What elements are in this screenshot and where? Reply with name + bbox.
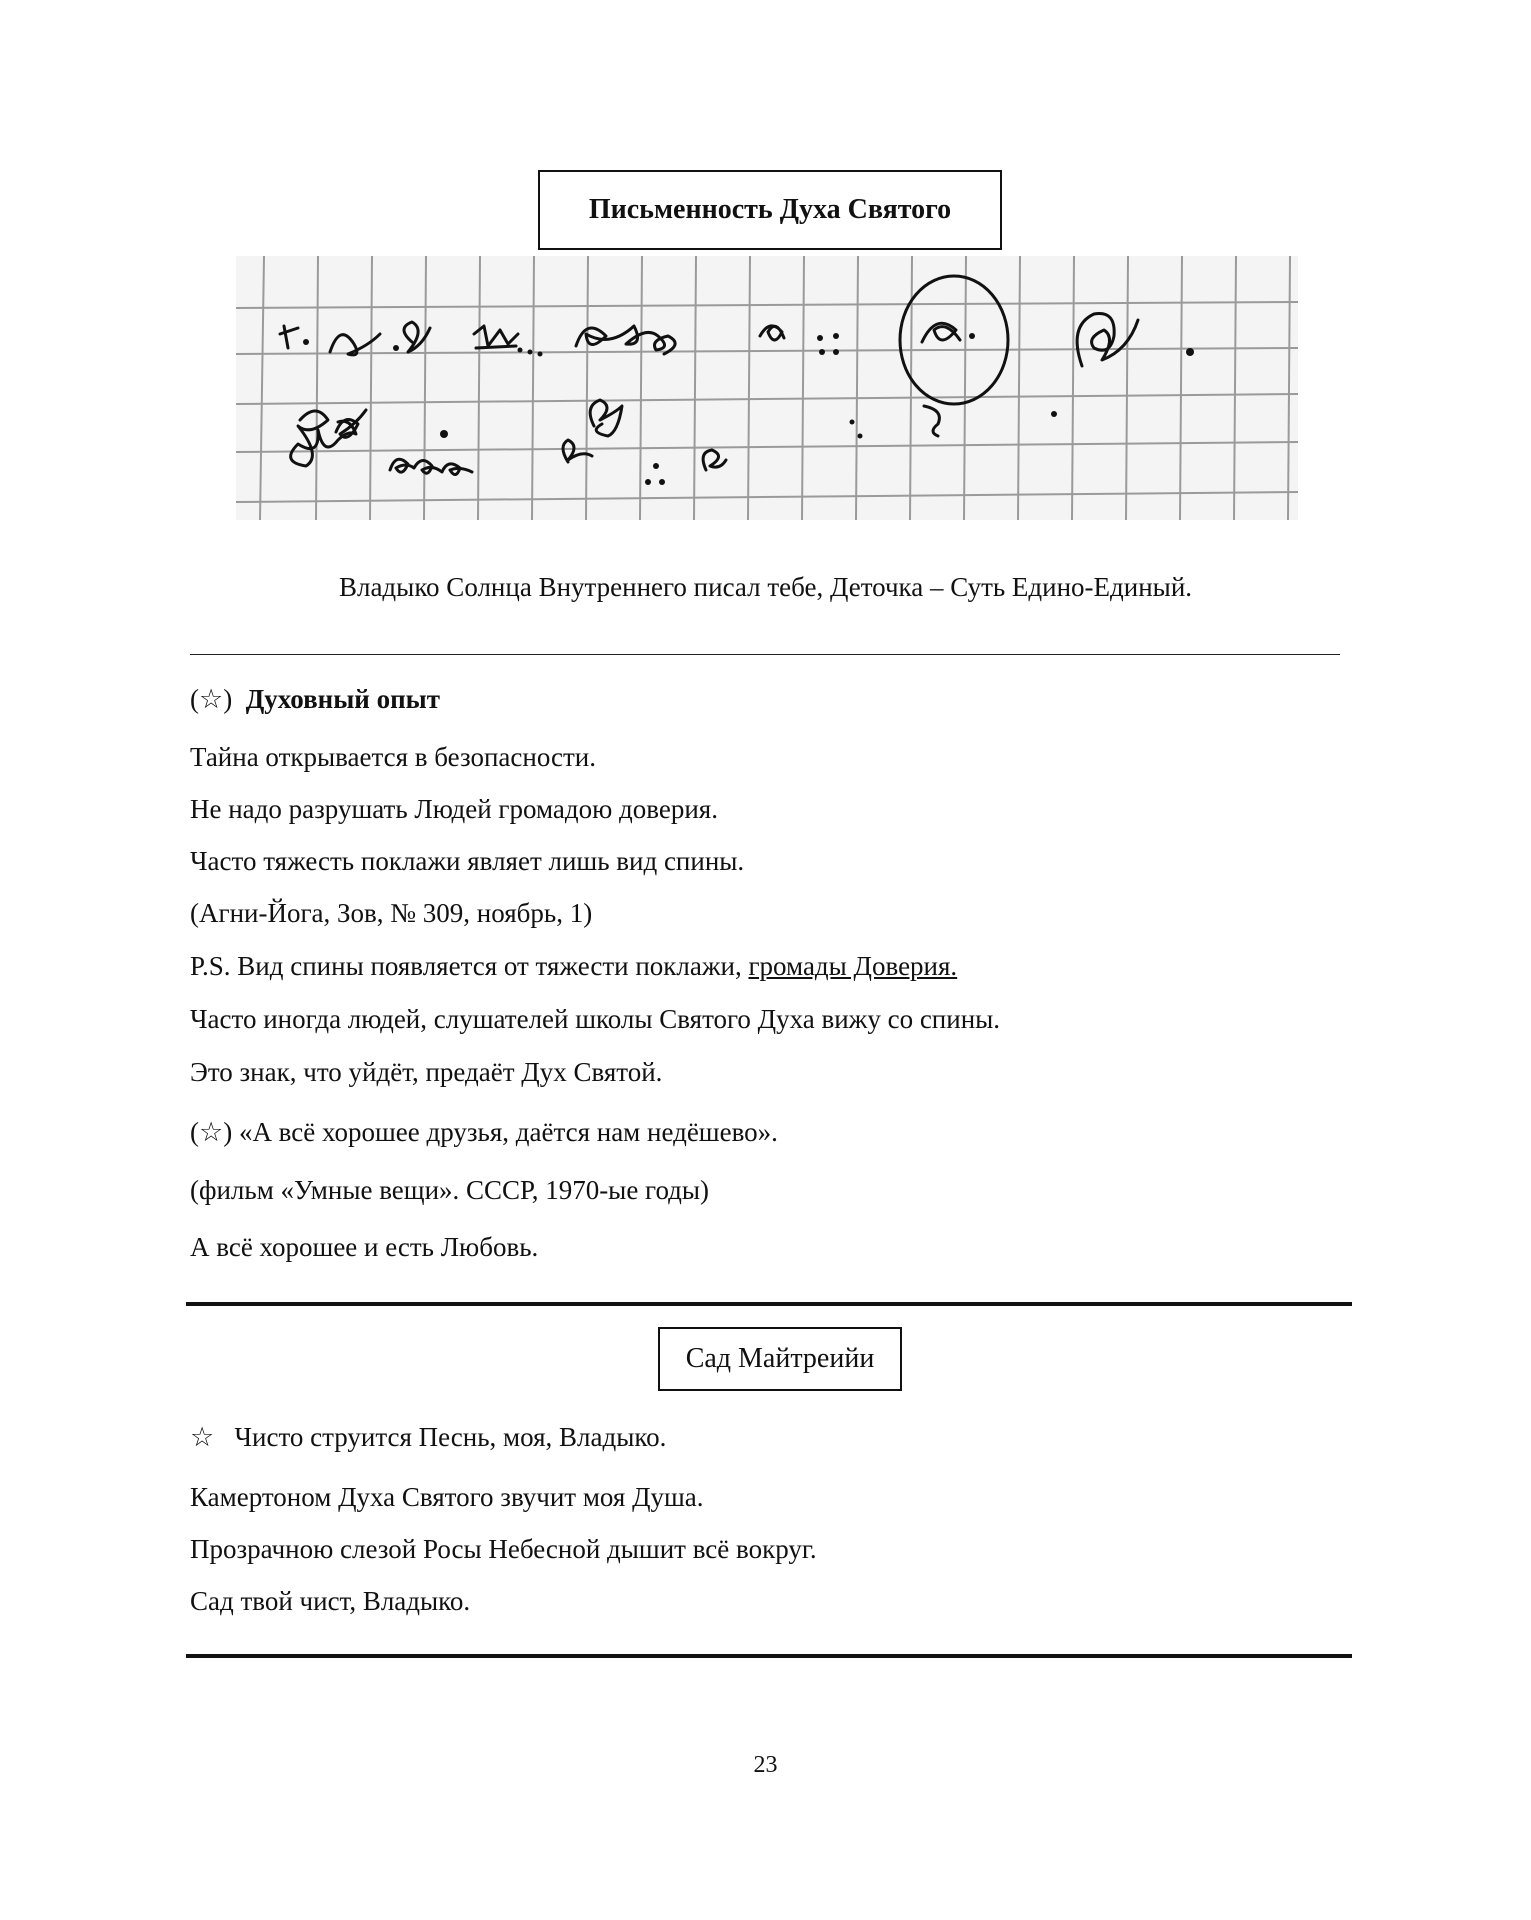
text-line: Не надо разрушать Людей громадою доверия. — [190, 794, 718, 824]
star-marker: ☆ — [190, 1422, 215, 1452]
text-line: Часто иногда людей, слушателей школы Святого Духа вижу со спины. — [190, 1004, 1001, 1034]
heading-text: Духовный опыт — [245, 684, 440, 714]
text-line: (Агни-Йога, Зов, № 309, ноябрь, 1) — [190, 898, 593, 928]
section-title-box — [538, 170, 1002, 250]
text-line: (фильм «Умные вещи». СССР, 1970-ые годы) — [190, 1175, 710, 1205]
star-marker: (☆) — [190, 684, 233, 714]
ps-underlined-text: громады Доверия. — [748, 951, 958, 981]
section-title: Письменность Духа Святого — [588, 194, 952, 225]
text-line-content: Чисто струится Песнь, моя, Владыко. — [234, 1422, 667, 1452]
image-caption: Владыко Солнца Внутреннего писал тебе, Деточка – Суть Едино-Единый. — [338, 572, 1193, 602]
page-number: 23 — [753, 1752, 778, 1778]
text-line: (☆) «А всё хорошее друзья, даётся нам недёшево». — [190, 1117, 778, 1147]
section-title: Сад Майтреийи — [685, 1343, 875, 1374]
text-line — [190, 1422, 666, 1453]
text-line: Тайна открывается в безопасности. — [190, 742, 597, 772]
section-divider — [186, 1654, 1352, 1658]
text-line: Сад твой чист, Владыко. — [190, 1586, 471, 1616]
text-line: Камертоном Духа Святого звучит моя Душа. — [190, 1482, 704, 1512]
text-line: Прозрачною слезой Росы Небесной дышит всё вокруг. — [190, 1534, 817, 1564]
divider-line — [190, 654, 1340, 655]
text-line: Это знак, что уйдёт, предаёт Дух Святой. — [190, 1057, 663, 1087]
handwriting-scan-image — [236, 256, 1298, 520]
section-divider — [186, 1302, 1352, 1306]
text-line: А всё хорошее и есть Любовь. — [190, 1232, 539, 1262]
text-line: Часто тяжесть поклажи являет лишь вид спины. — [190, 846, 745, 876]
section-heading — [190, 684, 440, 715]
ps-line — [190, 951, 957, 982]
ps-text: P.S. Вид спины появляется от тяжести поклажи, — [190, 951, 749, 981]
section-title-box — [658, 1327, 902, 1391]
